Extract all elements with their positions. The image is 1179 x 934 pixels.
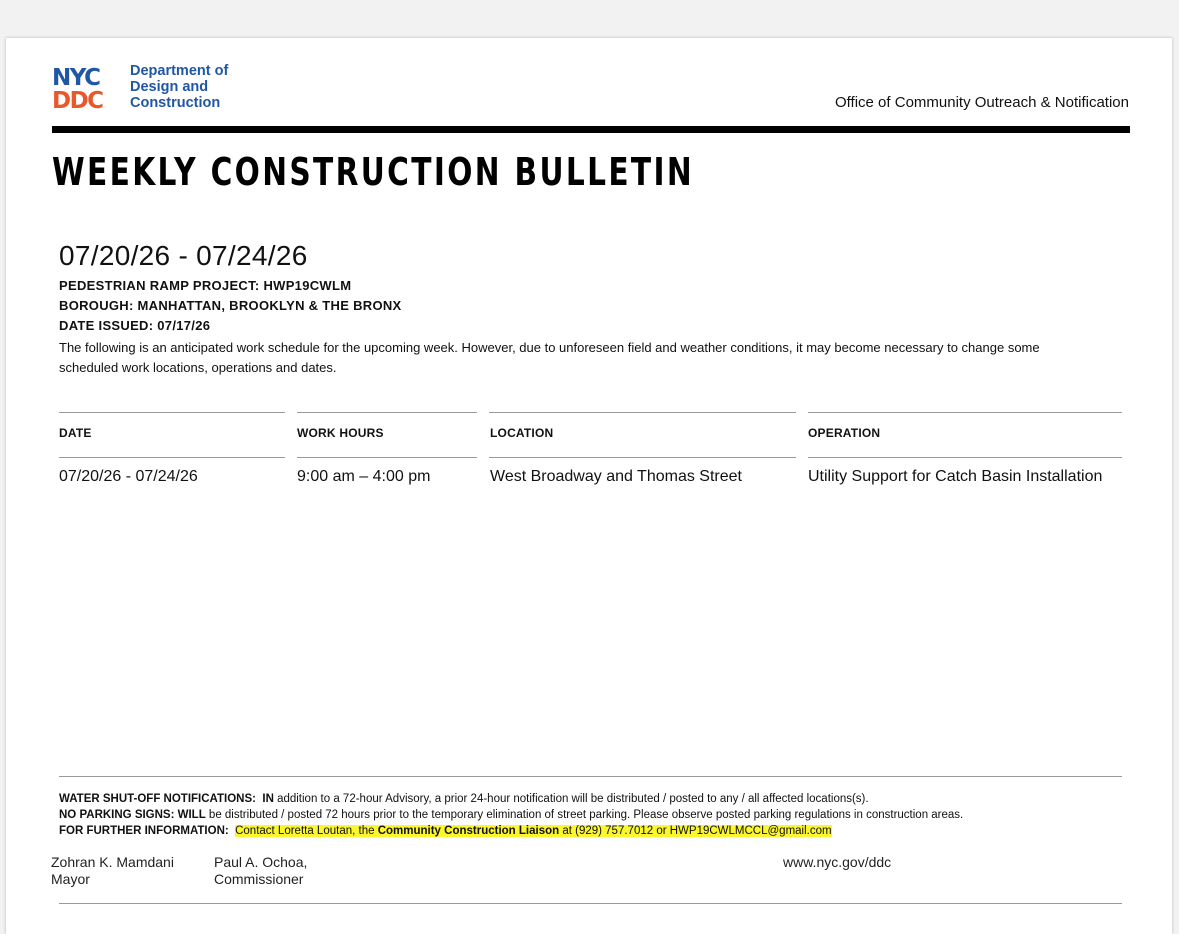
borough-line: BOROUGH: MANHATTAN, BROOKLYN & THE BRONX xyxy=(59,298,402,313)
water-text: addition to a 72-hour Advisory, a prior 24-hour notification will be distributed / posted to any / all affected locations(s). xyxy=(273,793,869,805)
table-header-rule xyxy=(489,457,796,458)
mayor-signature xyxy=(51,854,174,888)
mayor-name: Zohran K. Mamdani xyxy=(51,854,174,870)
table-top-rule xyxy=(59,412,285,413)
no-parking-note xyxy=(59,807,963,823)
table-header-rule xyxy=(297,457,477,458)
commissioner-title: Commissioner xyxy=(214,871,304,887)
logo-line-1: Department of xyxy=(130,63,229,79)
notes-rule xyxy=(59,776,1122,777)
contact-post: at (929) 757.7012 or HWP19CWLMCCL@gmail.com xyxy=(559,825,832,837)
col-header-operation: OPERATION xyxy=(808,426,881,440)
cell-location: West Broadway and Thomas Street xyxy=(490,468,742,485)
contact-highlight xyxy=(235,825,831,837)
cell-date: 07/20/26 - 07/24/26 xyxy=(59,468,198,485)
website-link[interactable]: www.nyc.gov/ddc xyxy=(783,854,892,870)
date-issued-line: DATE ISSUED: 07/17/26 xyxy=(59,318,211,333)
bulletin-page xyxy=(6,38,1172,934)
office-name: Office of Community Outreach & Notification xyxy=(834,94,1129,111)
cell-work-hours: 9:00 am – 4:00 pm xyxy=(297,468,431,485)
table-header-rule xyxy=(59,457,285,458)
logo-nyc-text: NYC xyxy=(52,65,100,91)
logo-line-2: Design and xyxy=(130,79,209,95)
water-in: IN xyxy=(262,793,274,805)
water-label: WATER SHUT-OFF NOTIFICATIONS: xyxy=(59,793,256,805)
logo-wordmark xyxy=(130,63,228,111)
header-divider xyxy=(52,126,1130,133)
week-date-range: 07/20/26 - 07/24/26 xyxy=(59,240,308,271)
col-header-location: LOCATION xyxy=(490,426,554,440)
contact-liaison: Community Construction Liaison xyxy=(377,825,560,837)
col-header-date: DATE xyxy=(59,426,92,440)
water-shutoff-note xyxy=(59,791,869,807)
contact-pre: Contact Loretta Loutan, the xyxy=(235,825,378,837)
table-header-rule xyxy=(808,457,1122,458)
col-header-work-hours: WORK HOURS xyxy=(297,426,384,440)
intro-paragraph: The following is an anticipated work schedule for the upcoming week. However, due to unforeseen field and weather conditions, it may become necessary to change some scheduled work locations, operations and dates. xyxy=(59,340,1040,375)
parking-text: be distributed / posted 72 hours prior to the temporary elimination of street parking. Please observe posted parking regulations in construction areas. xyxy=(205,809,964,821)
mayor-title: Mayor xyxy=(51,871,90,887)
cell-operation: Utility Support for Catch Basin Installation xyxy=(808,468,1103,485)
nyc-ddc-logo xyxy=(52,64,120,110)
project-line: PEDESTRIAN RAMP PROJECT: HWP19CWLM xyxy=(59,278,352,293)
logo-line-3: Construction xyxy=(130,95,221,111)
logo-ddc-text: DDC xyxy=(52,88,103,110)
bulletin-title: WEEKLY CONSTRUCTION BULLETIN xyxy=(52,150,695,194)
commissioner-signature xyxy=(214,854,307,888)
parking-label: NO PARKING SIGNS: WILL xyxy=(59,809,206,821)
table-top-rule xyxy=(808,412,1122,413)
table-top-rule xyxy=(489,412,796,413)
footer-rule xyxy=(59,903,1122,904)
commissioner-name: Paul A. Ochoa, xyxy=(214,854,308,870)
table-top-rule xyxy=(297,412,477,413)
further-info-note xyxy=(59,823,832,839)
info-label: FOR FURTHER INFORMATION: xyxy=(59,825,229,837)
